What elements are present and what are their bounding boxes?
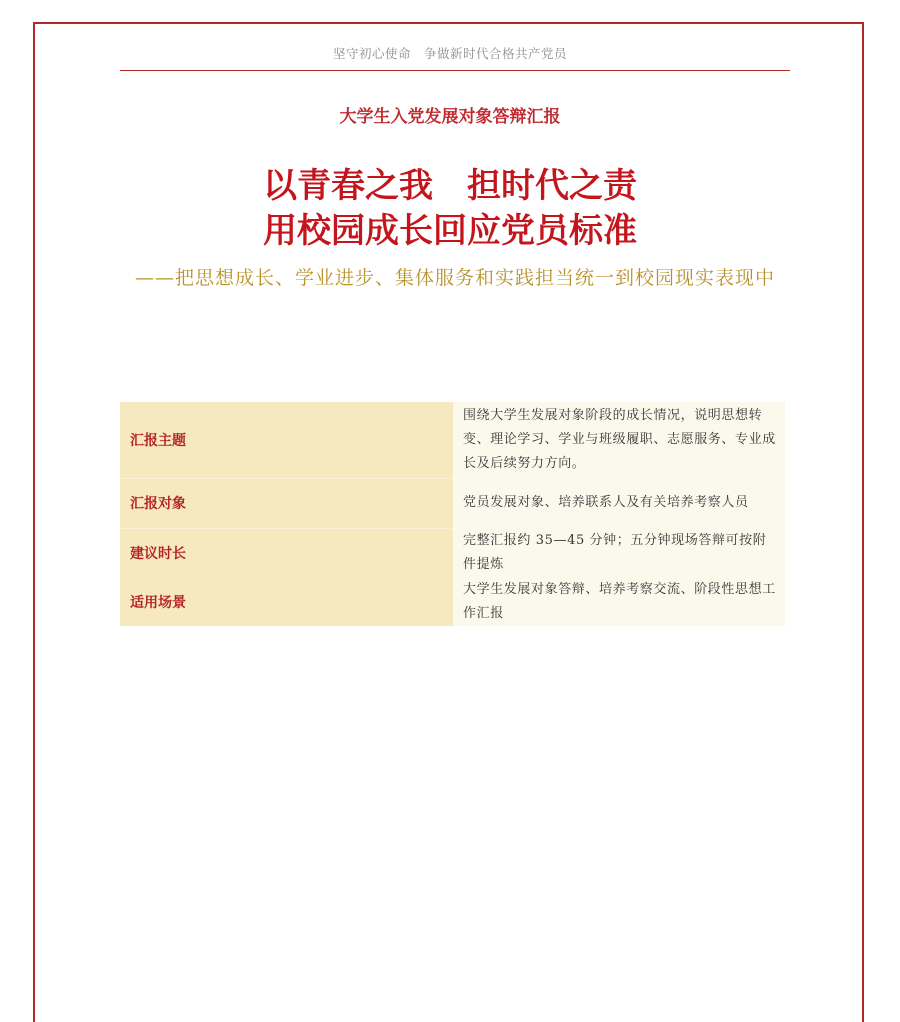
table-row bbox=[120, 578, 785, 626]
row-value: 围绕大学生发展对象阶段的成长情况，说明思想转变、理论学习、学业与班级履职、志愿服务、专业成长及后续努力方向。 bbox=[453, 402, 785, 478]
row-label: 适用场景 bbox=[120, 578, 453, 626]
main-title-line-1: 以青春之我 担时代之责 bbox=[263, 166, 637, 206]
row-value: 党员发展对象、培养联系人及有关培养考察人员 bbox=[453, 478, 785, 528]
main-title bbox=[0, 164, 900, 254]
row-value: 大学生发展对象答辩、培养考察交流、阶段性思想工作汇报 bbox=[453, 578, 785, 626]
info-table bbox=[120, 402, 785, 626]
table-row bbox=[120, 528, 785, 578]
tagline: ——把思想成长、学业进步、集体服务和实践担当统一到校园现实表现中 bbox=[134, 267, 775, 289]
report-kicker: 大学生入党发展对象答辩汇报 bbox=[339, 107, 561, 127]
main-title-line-2: 用校园成长回应党员标准 bbox=[263, 211, 637, 251]
row-value: 完整汇报约 35—45 分钟；五分钟现场答辩可按附件提炼 bbox=[453, 528, 785, 578]
row-label: 汇报对象 bbox=[120, 478, 453, 528]
header-divider bbox=[120, 70, 790, 71]
row-label: 建议时长 bbox=[120, 528, 453, 578]
table-row bbox=[120, 478, 785, 528]
header-motto: 坚守初心使命 争做新时代合格共产党员 bbox=[332, 46, 567, 61]
table-row bbox=[120, 402, 785, 478]
row-label: 汇报主题 bbox=[120, 402, 453, 478]
